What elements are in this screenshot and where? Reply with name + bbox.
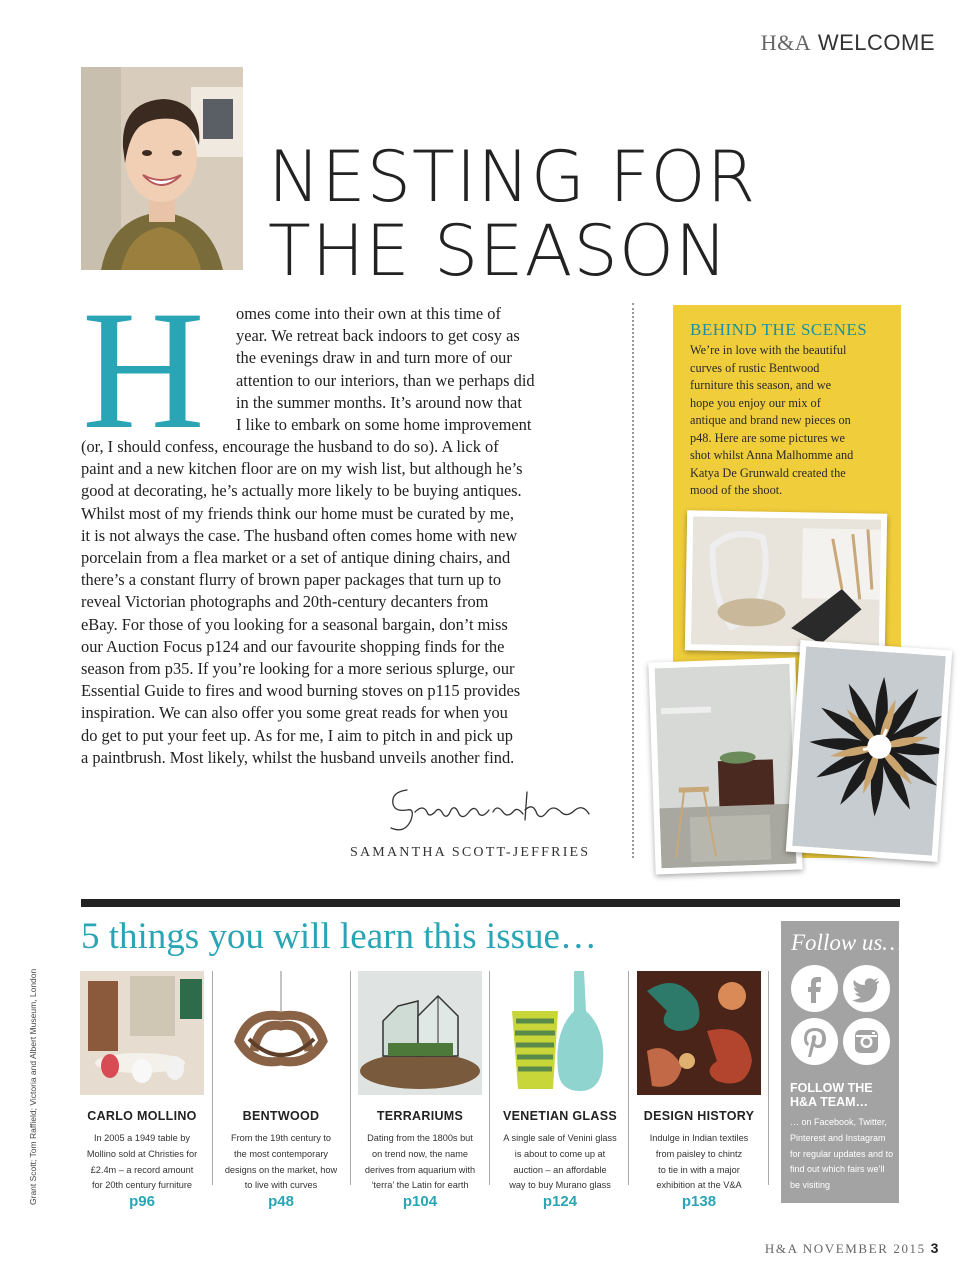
thing-desc — [219, 1131, 343, 1194]
thing-image — [637, 971, 761, 1095]
thing-desc — [637, 1131, 761, 1194]
follow-team-heading: FOLLOW THE H&A TEAM… — [790, 1081, 873, 1109]
body-line: in the summer months. It’s around now that — [236, 392, 522, 412]
thing-page: p48 — [268, 1193, 294, 1211]
bts-line: antique and brand new pieces on — [690, 413, 851, 427]
thing-title: TERRARIUMS — [376, 1109, 464, 1123]
body-line: (or, I should confess, encourage the husband to do so). A lick of — [81, 437, 499, 456]
body-line: paint and a new kitchen floor are on my wish list, but although he’s — [81, 459, 523, 479]
five-things-heading: 5 things you will learn this issue… — [81, 916, 597, 957]
body-line: year. We retreat back indoors to get cosy as — [236, 326, 520, 346]
section-rule — [81, 899, 900, 907]
thing-page: p104 — [402, 1193, 438, 1211]
body-line: it is not always the case. The husband often comes home with new — [81, 525, 518, 545]
photo-hallway — [648, 657, 802, 874]
body-line: omes come into their own at this time of — [236, 304, 501, 323]
desc-line: auction – an affordable — [513, 1164, 607, 1175]
title-line-1: NESTING FOR — [268, 136, 757, 218]
editor-portrait — [81, 67, 243, 270]
page-number: 3 — [930, 1240, 940, 1256]
body-line: good at decorating, he’s actually more likely to be buying antiques. — [81, 481, 522, 501]
thing-title: VENETIAN GLASS — [503, 1109, 617, 1123]
body-line: eBay. For those of you looking for a seasonal bargain, don’t miss — [81, 614, 508, 634]
twitter-icon[interactable] — [843, 965, 890, 1012]
facebook-icon[interactable] — [791, 965, 838, 1012]
desc-line: for 20th century furniture — [91, 1180, 193, 1191]
follow-text: … on Facebook, Twitter, Pinterest and Instagram for regular updates and to find out which fairs we’ll be visiting — [790, 1117, 894, 1191]
desc-line: From the 19th century to — [230, 1133, 332, 1143]
thing-divider — [628, 971, 629, 1185]
desc-line: Indulge in Indian textiles — [649, 1133, 749, 1143]
body-line: I like to embark on some home improvement — [236, 415, 532, 435]
thing-page: p96 — [129, 1193, 155, 1211]
thing-desc — [358, 1131, 482, 1194]
thing-image — [498, 971, 622, 1095]
desc-line: from paisley to chintz — [655, 1148, 743, 1159]
body-line: do get to put your feet up. As for me, I aim to pitch in and pick up — [81, 725, 513, 745]
body-line: Whilst most of my friends think our home must be curated by me, — [81, 503, 514, 523]
thing-desc — [80, 1131, 204, 1194]
page-footer — [765, 1240, 940, 1257]
title-line-2: THE SEASON — [268, 210, 729, 292]
page-title — [268, 136, 757, 292]
thing-image — [219, 971, 343, 1095]
behind-scenes-heading: BEHIND THE SCENES — [690, 320, 868, 339]
bts-line: furniture this season, and we — [690, 378, 832, 392]
bts-line: We’re in love with the beautiful — [690, 343, 847, 357]
desc-line: way to buy Murano glass — [509, 1180, 611, 1191]
instagram-icon[interactable] — [843, 1018, 890, 1065]
thing-divider — [212, 971, 213, 1185]
behind-scenes-text — [690, 342, 890, 500]
thing-title: BENTWOOD — [242, 1109, 320, 1123]
bts-line: Katya De Grunwald created the — [690, 465, 846, 480]
thing-divider — [350, 971, 351, 1185]
desc-line: In 2005 a 1949 table by — [93, 1133, 191, 1143]
body-line: porcelain from a flea market or a set of antique dining chairs, and — [81, 548, 511, 568]
desc-line: £2.4m – a record amount — [90, 1164, 194, 1175]
thing-venetian-glass — [498, 971, 622, 1210]
thing-page: p124 — [542, 1193, 578, 1211]
thing-page: p138 — [681, 1193, 717, 1211]
thing-terrariums — [358, 971, 482, 1210]
photo-sunburst-clock — [786, 640, 952, 862]
signature — [385, 782, 600, 842]
author-name: SAMANTHA SCOTT-JEFFRIES — [350, 845, 591, 860]
bts-line: curves of rustic Bentwood — [690, 360, 820, 375]
section-name: WELCOME — [817, 30, 935, 55]
body-line: there’s a constant flurry of brown paper packages that turn up to — [81, 570, 502, 590]
thing-title: CARLO MOLLINO — [87, 1109, 197, 1123]
desc-line: on trend now, the name — [371, 1148, 469, 1159]
desc-line: Dating from the 1800s but — [367, 1133, 473, 1143]
desc-line: the most contemporary — [234, 1148, 328, 1159]
photo-credit: Grant Scott; Tom Raffield; Victoria and Albert Museum, London — [28, 968, 38, 1205]
body-line: a paintbrush. Most likely, whilst the husband unveils another find. — [81, 747, 515, 767]
desc-line: derives from aquarium with — [364, 1164, 476, 1175]
brand-mark: H&A — [760, 30, 812, 55]
thing-title: DESIGN HISTORY — [643, 1109, 755, 1123]
desc-line: to live with curves — [244, 1180, 318, 1191]
desc-line: Mollino sold at Christies for — [86, 1148, 198, 1159]
desc-line: is about to come up at — [514, 1148, 606, 1159]
body-line: the evenings draw in and turn more of our — [236, 348, 512, 368]
desc-line: A single sale of Venini glass — [503, 1133, 617, 1143]
bts-line: shot whilst Anna Malhomme and — [690, 448, 854, 462]
desc-line: exhibition at the V&A — [656, 1180, 742, 1191]
drop-cap: H — [82, 276, 205, 464]
body-text — [81, 436, 601, 769]
thing-design-history — [637, 971, 761, 1210]
bts-line: mood of the shoot. — [690, 483, 783, 497]
thing-divider — [489, 971, 490, 1185]
body-line: reveal Victorian photographs and 20th-century decanters from — [81, 592, 489, 612]
body-intro — [236, 303, 596, 436]
bts-line: hope you enjoy our mix of — [690, 395, 821, 410]
thing-image — [80, 971, 204, 1095]
section-tag — [761, 30, 935, 56]
body-line: Essential Guide to fires and wood burning stoves on p115 provides — [81, 681, 521, 701]
body-line: season from p35. If you’re looking for a more serious splurge, our — [81, 659, 515, 679]
thing-image — [358, 971, 482, 1095]
body-line: inspiration. We can also offer you some great reads for when you — [81, 703, 508, 723]
thing-bentwood — [219, 971, 343, 1210]
footer-issue: H&A NOVEMBER 2015 — [764, 1241, 926, 1256]
thing-divider — [768, 971, 769, 1185]
desc-line: ‘terra’ the Latin for earth — [371, 1180, 469, 1191]
desc-line: to tie in with a major — [658, 1164, 740, 1175]
column-divider — [632, 303, 634, 858]
bts-line: p48. Here are some pictures we — [690, 430, 846, 445]
photo-bentwood-chairs — [685, 510, 887, 653]
pinterest-icon[interactable] — [791, 1018, 838, 1065]
desc-line: designs on the market, how — [224, 1164, 338, 1175]
body-line: attention to our interiors, than we perhaps did — [236, 370, 535, 390]
body-line: our Auction Focus p124 and our favourite shopping finds for the — [81, 636, 505, 656]
thing-desc — [498, 1131, 622, 1194]
follow-heading: Follow us… — [791, 930, 903, 955]
thing-carlo-mollino — [80, 971, 204, 1210]
